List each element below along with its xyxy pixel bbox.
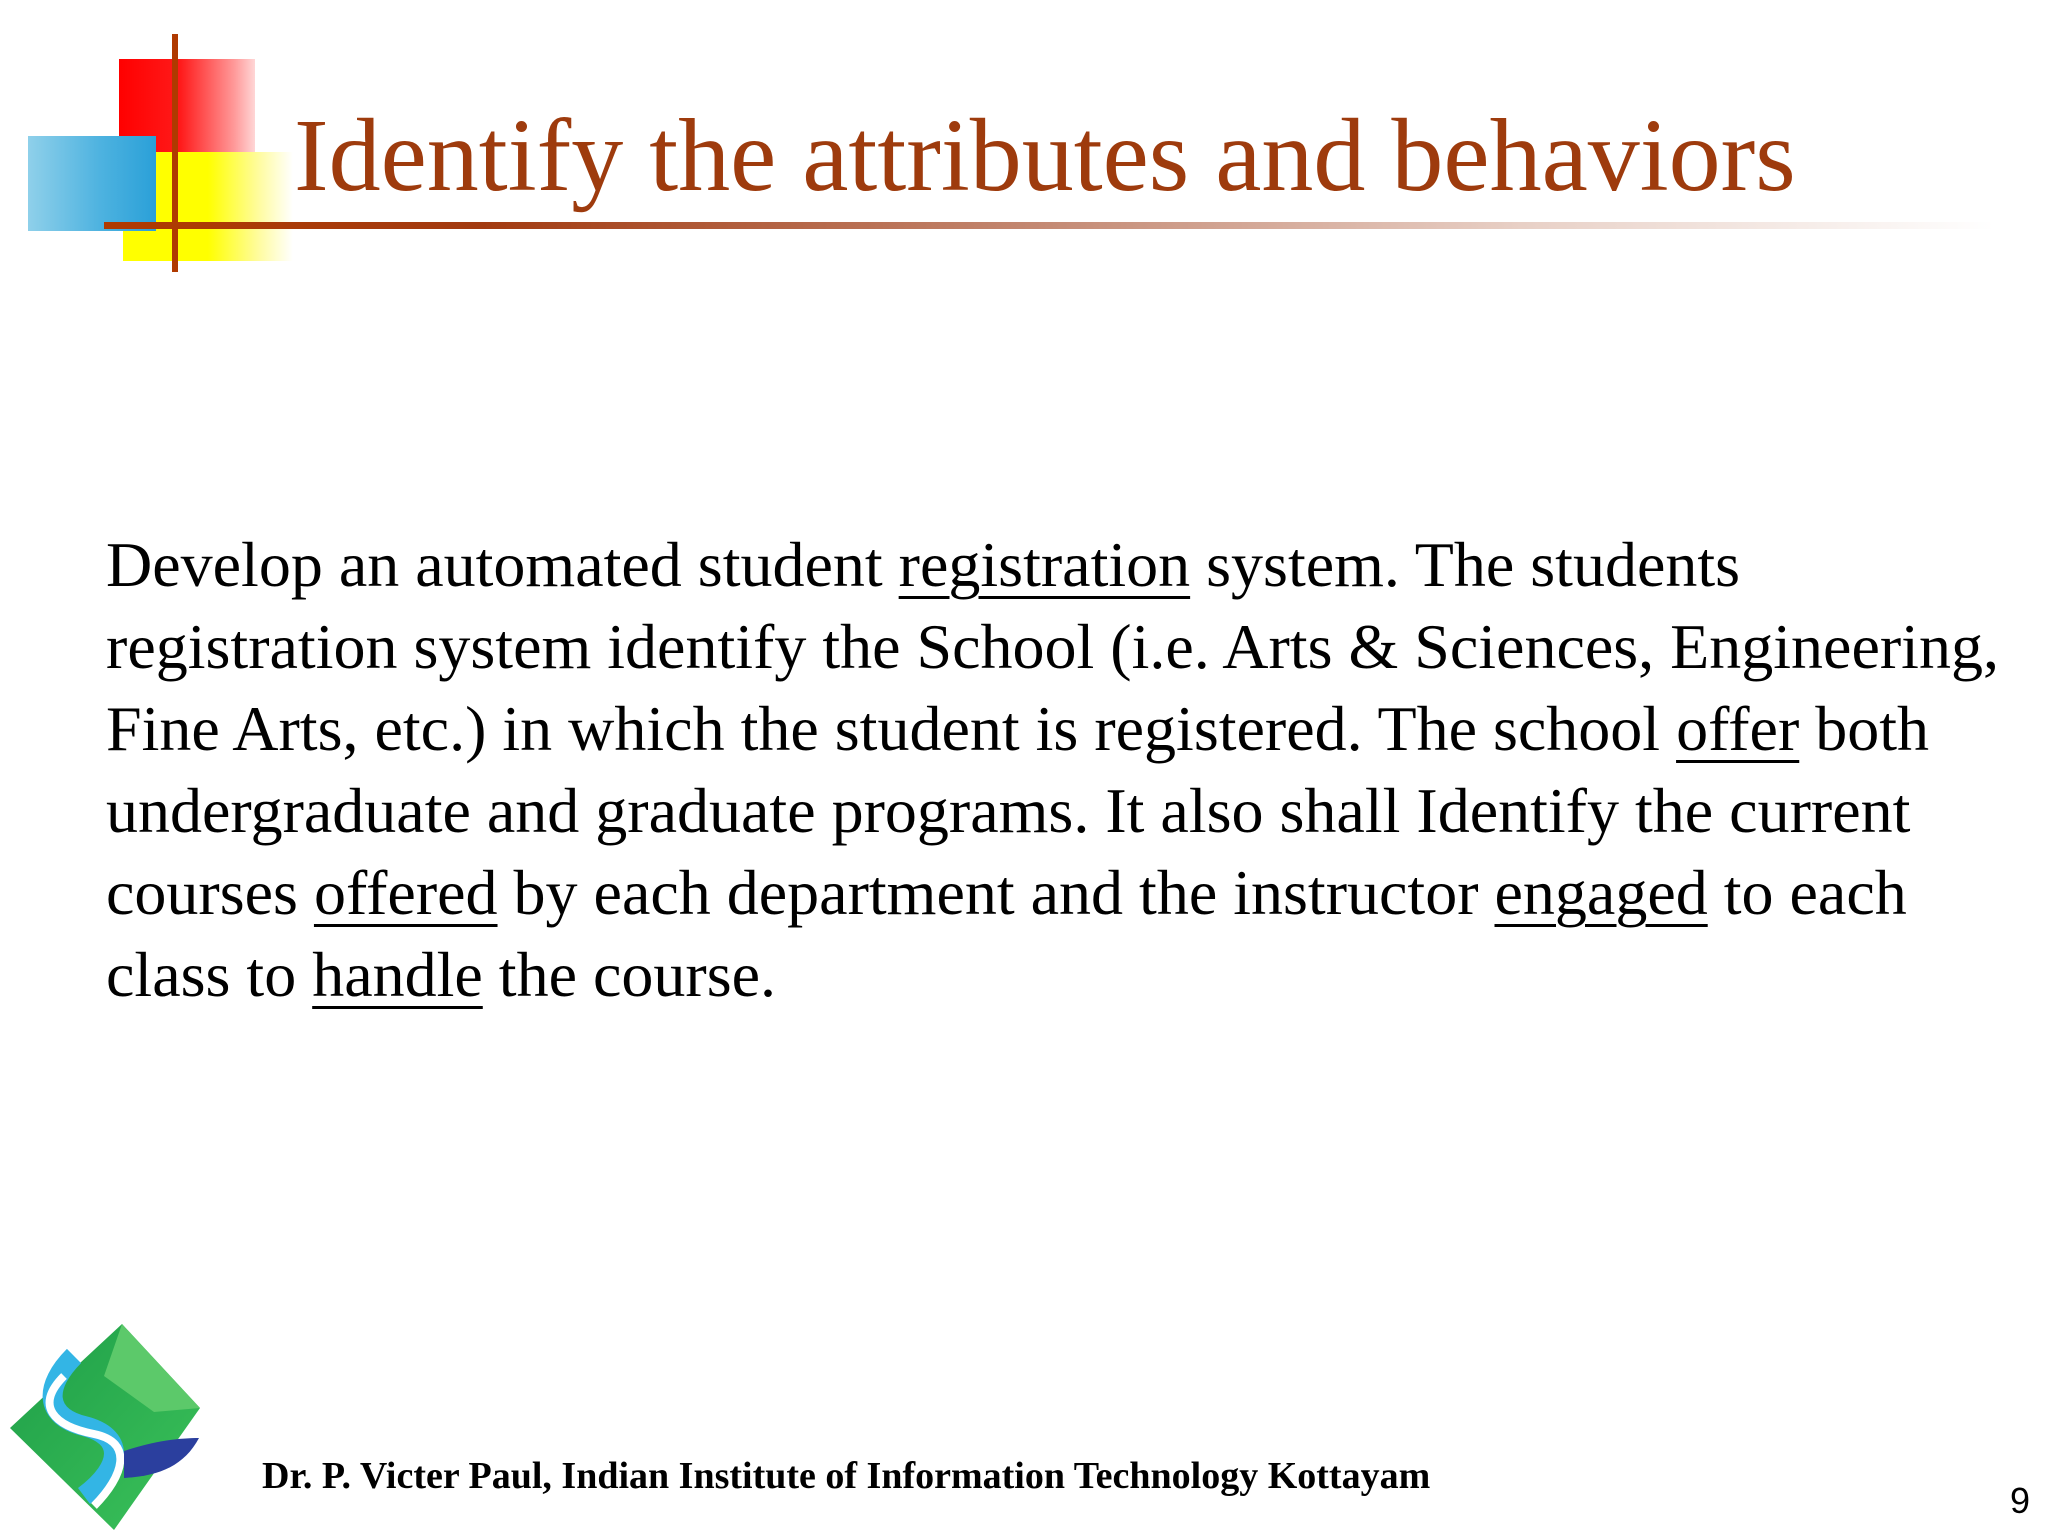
footer-credit: Dr. P. Victer Paul, Indian Institute of Information Technology Kottayam	[262, 1455, 1431, 1497]
underlined-word-handle: handle	[312, 939, 483, 1010]
body-text-segment: the course.	[482, 939, 776, 1010]
underlined-word-engaged: engaged	[1494, 857, 1708, 928]
title-underline-decoration	[104, 222, 1994, 229]
slide-title: Identify the attributes and behaviors	[294, 98, 1796, 213]
body-text-segment: system. The students registration system identify the School (i.e. Arts & Sciences, Engineering, Fine Arts, etc.) in which the student is registered. The school	[106, 529, 1999, 764]
vertical-line-decoration	[172, 34, 178, 272]
body-text-segment: by each department and the instructor	[497, 857, 1495, 928]
body-text-segment: both undergraduate and graduate programs. It also shall Identify the current courses	[106, 693, 1930, 928]
underlined-word-registration: registration	[898, 529, 1191, 600]
underlined-word-offer: offer	[1676, 693, 1800, 764]
blue-square-decoration	[28, 136, 156, 231]
body-text-segment: to each class to	[106, 857, 1907, 1010]
page-number: 9	[2009, 1480, 2030, 1521]
institute-logo-icon	[4, 1316, 204, 1536]
body-text-segment: Develop an automated student	[106, 529, 899, 600]
underlined-word-offered: offered	[313, 857, 498, 928]
body-paragraph	[106, 524, 2006, 1016]
